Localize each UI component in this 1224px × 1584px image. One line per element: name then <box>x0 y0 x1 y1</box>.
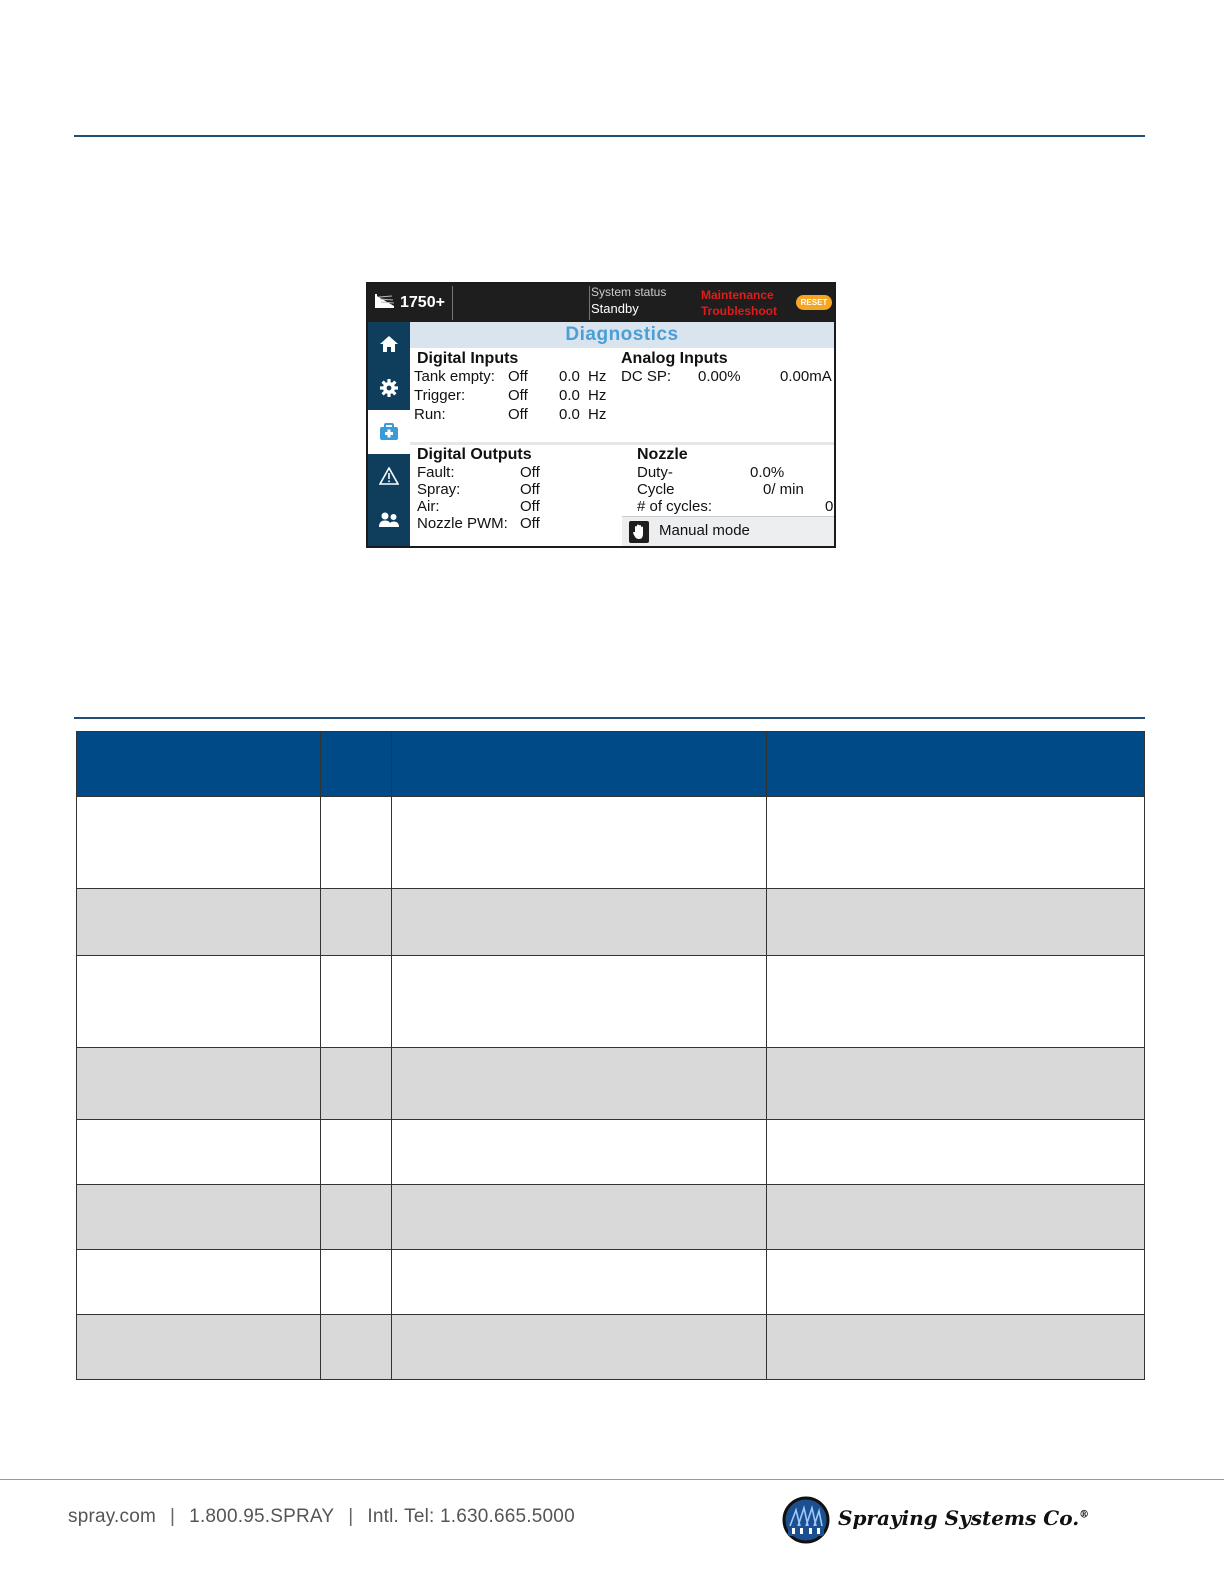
table-cell <box>77 1185 321 1250</box>
table-cell <box>767 1120 1145 1185</box>
do-label: Fault: <box>417 464 455 481</box>
table-cell <box>77 1120 321 1185</box>
system-status <box>591 285 691 317</box>
do-state: Off <box>520 481 540 498</box>
table-cell <box>391 1120 767 1185</box>
top-bar-divider <box>452 286 453 320</box>
do-state: Off <box>520 498 540 515</box>
manual-mode-label: Manual mode <box>659 522 750 539</box>
table-cell <box>391 1048 767 1120</box>
di-unit: Hz <box>588 368 607 385</box>
table-cell <box>320 797 391 889</box>
brand-name <box>838 1506 1089 1530</box>
di-label: Tank empty: <box>414 368 495 385</box>
table-row <box>77 1185 1145 1250</box>
top-bar-divider <box>589 286 590 320</box>
model-badge <box>374 290 445 316</box>
page-title: Diagnostics <box>565 324 679 345</box>
users-icon <box>378 511 400 529</box>
system-status-value: Standby <box>591 301 639 316</box>
table-row <box>77 1250 1145 1315</box>
do-state: Off <box>520 515 540 532</box>
table-cell <box>320 1120 391 1185</box>
ai-label: DC SP: <box>621 368 672 385</box>
footer-contact <box>68 1506 575 1528</box>
table-cell <box>320 1315 391 1380</box>
do-label: Air: <box>417 498 440 515</box>
di-state: Off <box>508 406 528 423</box>
alert-troubleshoot: Troubleshoot <box>701 304 777 318</box>
di-freq: 0.0 <box>559 368 580 385</box>
di-label: Run: <box>414 406 446 423</box>
table-row <box>77 956 1145 1048</box>
registered-mark: ® <box>1079 1509 1090 1521</box>
ai-percent: 0.00% <box>698 368 741 385</box>
spraying-systems-logo <box>782 1496 830 1544</box>
hmi-sidebar <box>368 322 410 546</box>
data-table <box>76 731 1145 1380</box>
table-row <box>77 1048 1145 1120</box>
digital-outputs-heading: Digital Outputs <box>417 446 532 463</box>
alert-maintenance: Maintenance <box>701 288 774 302</box>
di-unit: Hz <box>588 406 607 423</box>
table-row <box>77 889 1145 956</box>
table-cell <box>320 956 391 1048</box>
footer-phone: 1.800.95.SPRAY <box>189 1506 335 1527</box>
table-cell <box>77 1250 321 1315</box>
table-cell <box>77 1048 321 1120</box>
table-cell <box>77 797 321 889</box>
footer-website[interactable]: spray.com <box>68 1506 157 1527</box>
manual-mode-button[interactable] <box>622 516 834 547</box>
diagnostics-header <box>410 322 834 348</box>
nozzle-cycle-value: 0/ min <box>763 481 804 498</box>
footer-separator: | <box>348 1506 354 1527</box>
footer-separator: | <box>170 1506 176 1527</box>
di-freq: 0.0 <box>559 406 580 423</box>
table-header-cell <box>77 732 321 797</box>
nozzle-cycle-label: Cycle <box>637 481 675 498</box>
di-freq: 0.0 <box>559 387 580 404</box>
hand-icon <box>629 521 649 543</box>
reset-button[interactable]: RESET <box>796 295 832 310</box>
gear-icon <box>379 378 399 398</box>
system-status-label: System status <box>591 285 667 299</box>
nozzle-cycles-label: # of cycles: <box>637 498 713 515</box>
footer-rule <box>0 1479 1224 1480</box>
sidebar-item-users[interactable] <box>368 498 410 542</box>
spray-nozzle-icon <box>374 292 396 315</box>
alert-list[interactable] <box>701 287 796 319</box>
nozzle-duty-label: Duty- <box>637 464 673 481</box>
di-label: Trigger: <box>414 387 466 404</box>
table-header-cell <box>767 732 1145 797</box>
footer-intl-phone: Intl. Tel: 1.630.665.5000 <box>367 1506 575 1527</box>
table-cell <box>391 797 767 889</box>
table-cell <box>767 1250 1145 1315</box>
table-cell <box>767 1315 1145 1380</box>
model-label: 1750+ <box>400 294 445 311</box>
table-cell <box>77 889 321 956</box>
table-cell <box>767 956 1145 1048</box>
table-row <box>77 797 1145 889</box>
home-icon <box>379 335 399 353</box>
di-unit: Hz <box>588 387 607 404</box>
diagnostics-icon <box>379 423 399 441</box>
diagnostics-panel <box>410 322 834 546</box>
table-cell <box>391 1250 767 1315</box>
table-cell <box>767 797 1145 889</box>
section-rule <box>74 717 1145 719</box>
table-cell <box>391 956 767 1048</box>
table-cell <box>391 1315 767 1380</box>
table-cell <box>77 1315 321 1380</box>
di-state: Off <box>508 387 528 404</box>
table-header-cell <box>320 732 391 797</box>
table-header-cell <box>391 732 767 797</box>
do-state: Off <box>520 464 540 481</box>
brand-name-text: Spraying Systems Co. <box>838 1506 1080 1530</box>
top-rule <box>74 135 1145 137</box>
table-cell <box>767 889 1145 956</box>
sidebar-item-settings[interactable] <box>368 366 410 410</box>
sidebar-item-alarms[interactable] <box>368 454 410 498</box>
sidebar-item-home[interactable] <box>368 322 410 366</box>
nozzle-heading: Nozzle <box>637 446 688 463</box>
do-label: Spray: <box>417 481 461 498</box>
ai-current: 0.00mA <box>780 368 832 385</box>
table-header-row <box>77 732 1145 797</box>
table-cell <box>320 1250 391 1315</box>
table-row <box>77 1120 1145 1185</box>
table-cell <box>767 1185 1145 1250</box>
analog-inputs-heading: Analog Inputs <box>621 350 728 367</box>
nozzle-cycles-value: 0 <box>825 498 834 515</box>
table-cell <box>391 1185 767 1250</box>
table-cell <box>320 1185 391 1250</box>
table-cell <box>320 889 391 956</box>
table-row <box>77 1315 1145 1380</box>
warning-icon <box>379 467 399 485</box>
di-state: Off <box>508 368 528 385</box>
do-label: Nozzle PWM: <box>417 515 508 532</box>
table-cell <box>77 956 321 1048</box>
table-cell <box>767 1048 1145 1120</box>
digital-inputs-heading: Digital Inputs <box>417 350 519 367</box>
table-cell <box>391 889 767 956</box>
nozzle-duty-value: 0.0% <box>750 464 785 481</box>
hmi-screenshot <box>366 282 836 548</box>
hmi-top-bar <box>368 284 834 322</box>
table-cell <box>320 1048 391 1120</box>
sidebar-item-diagnostics[interactable] <box>368 410 410 454</box>
section-divider <box>410 442 834 445</box>
